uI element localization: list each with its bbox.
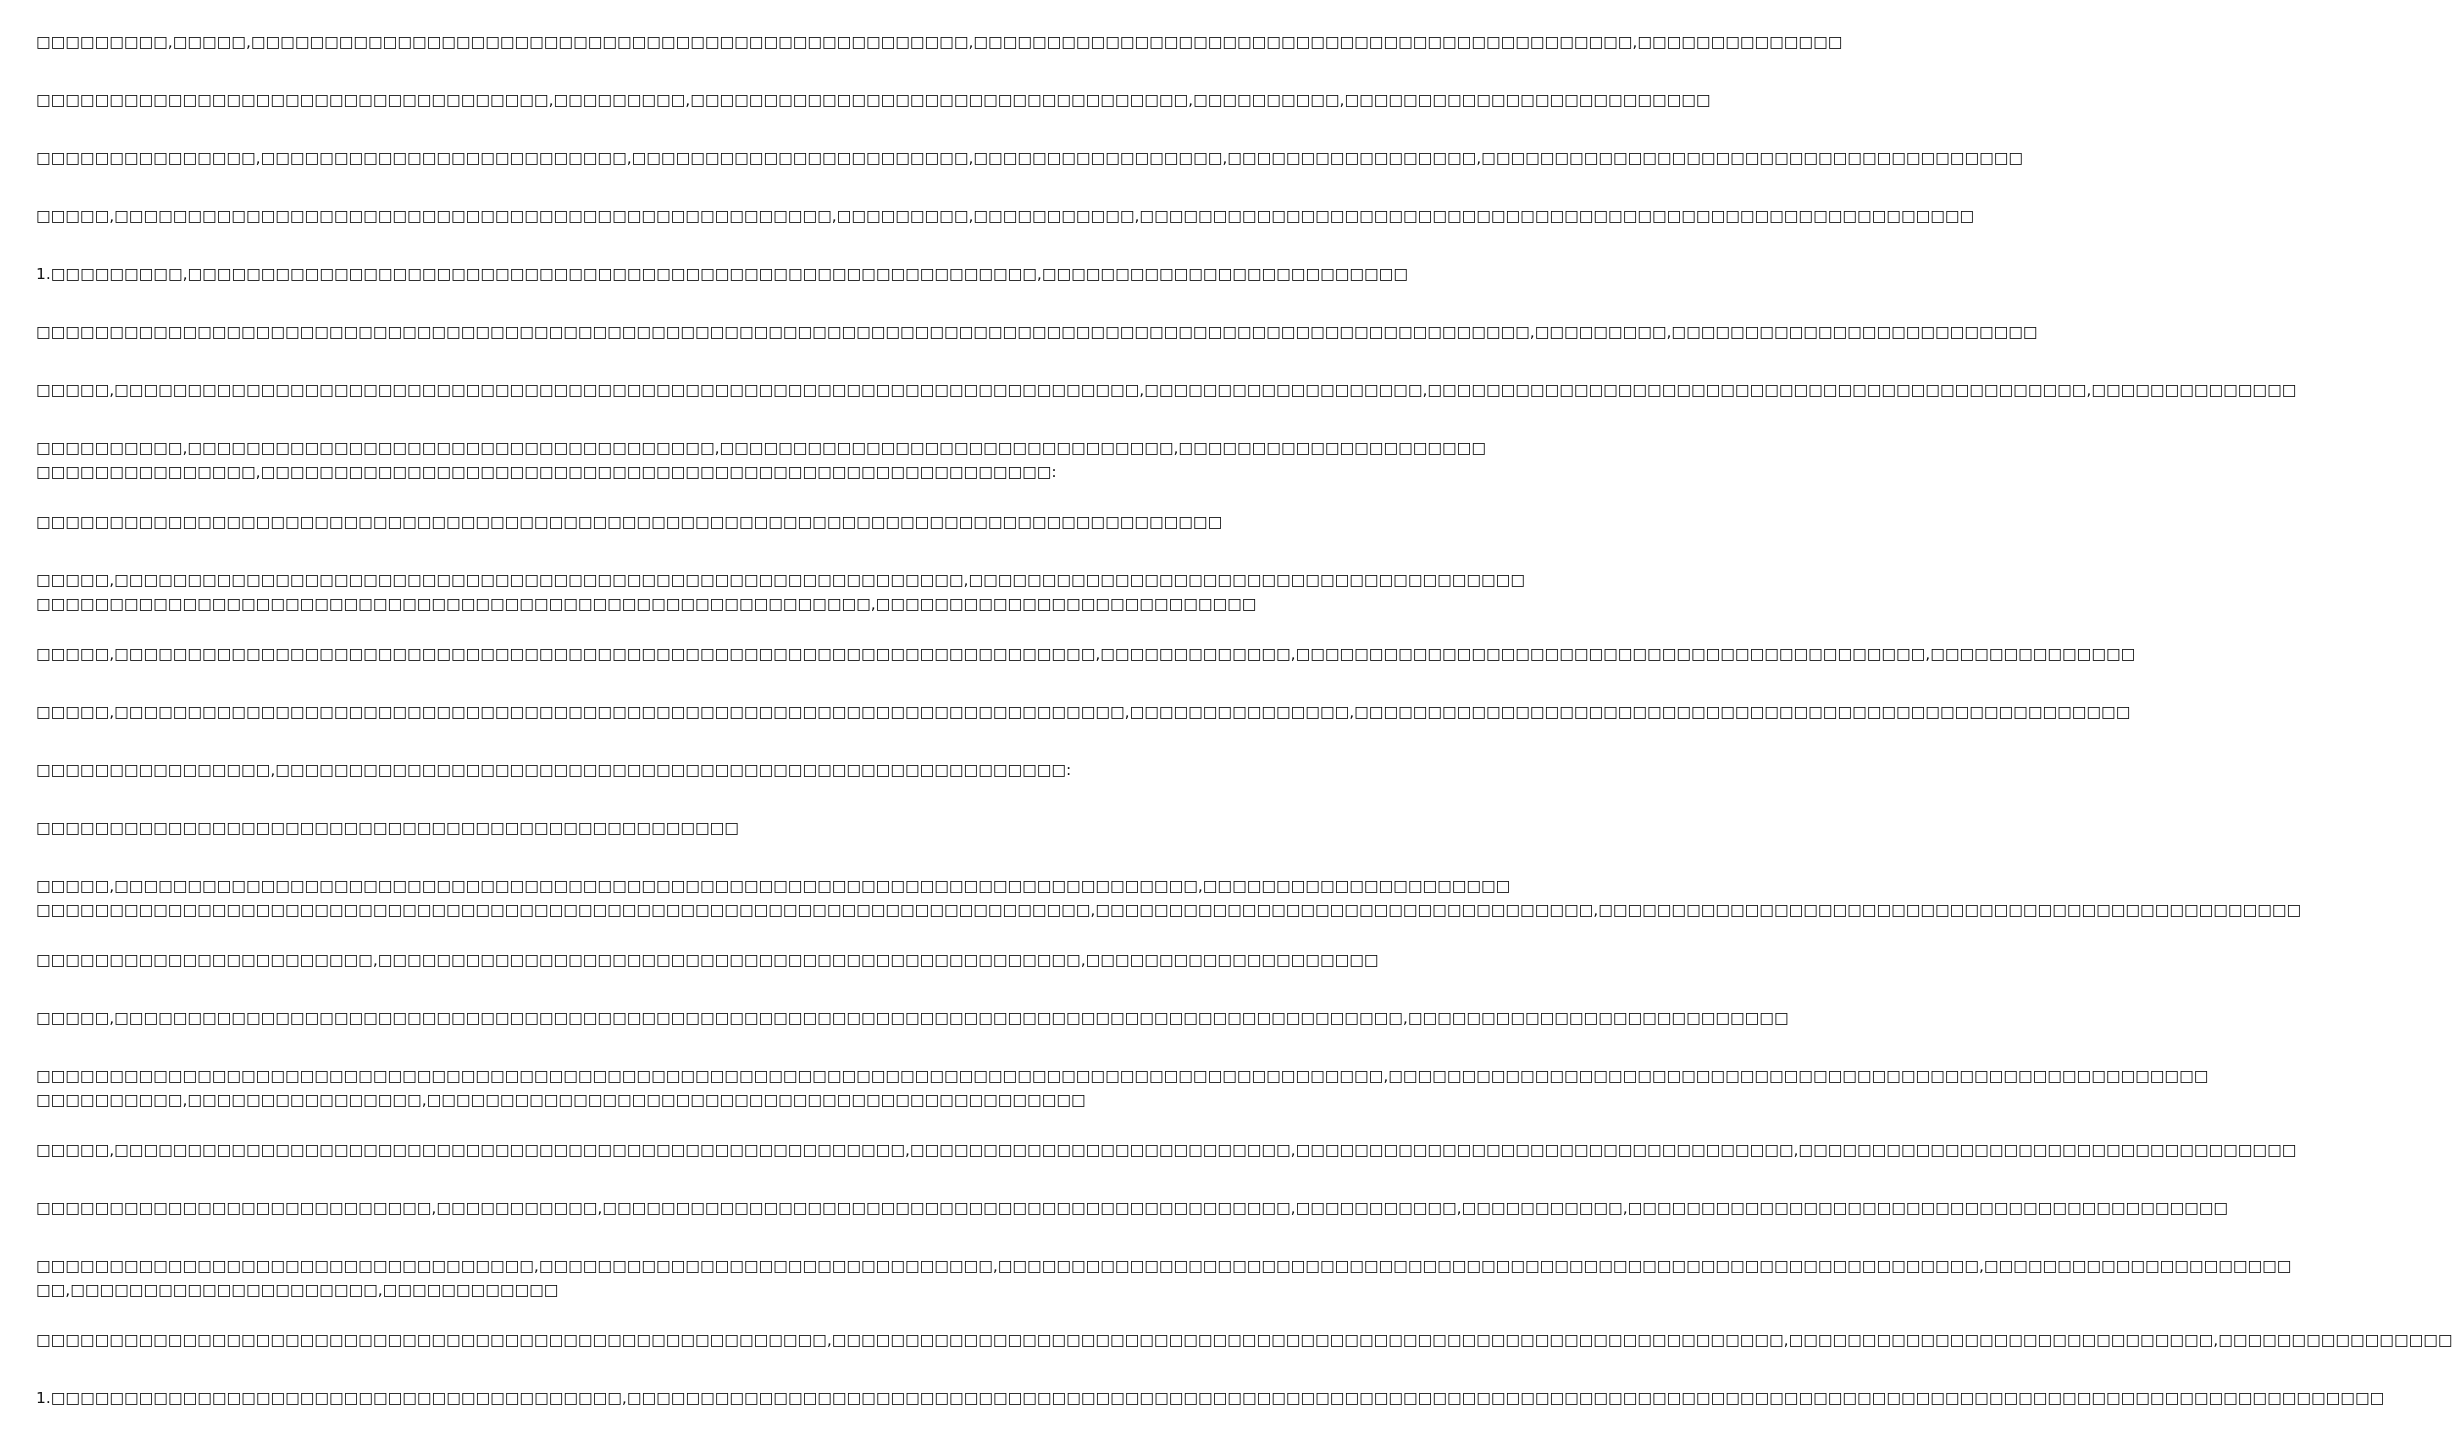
text-line: □□□□□,□□□□□□□□□□□□□□□□□□□□□□□□□□□□□□□□□□□□□□□□□□□□□□□□□□□□□□□□□□□□□□□□□□□□□□,□□□□□□□□□□□□□□□□□□□,□□□□□□□□□□□□□□□□□□□□□□□□□□□□□□□□□□□□□□□□□□□□□,□□□□□□□□□□□□□□	[36, 381, 2297, 399]
paragraph	[36, 700, 2131, 724]
text-line: □□□□□□□□□□□□□□□□□□□□□□□□□□□□□□□□□□□□□□□□□□□□□□□□□□□□□□□□□□□□□□□□□□□□□□□□□□□□□□□□□□□□□□□□□□□□,□□□□□□□□□□□□□□□□□□□□□□□□□□□□□□□□□□□□□□□□□□□□□□□□□□□□□□□□	[36, 1067, 2209, 1085]
text-line: □□□□□□□□□□□□□□□□□□□□□□□□□□□□□□□□□□□□□□□□□□□□□□□□□□□□□□□□□,□□□□□□□□□□□□□□□□□□□□□□□□□□	[36, 595, 1257, 613]
text-line: □□□□□□□□□□□□□□□□,□□□□□□□□□□□□□□□□□□□□□□□□□□□□□□□□□□□□□□□□□□□□□□□□□□□□□□:	[36, 761, 1072, 779]
paragraph	[36, 378, 2297, 402]
text-line: □□□□□,□□□□□□□□□□□□□□□□□□□□□□□□□□□□□□□□□□□□□□□□□□□□□□□□□□□□□□□□□□,□□□□□□□□□□□□□□□□□□□□□□□□□□□□□□□□□□□□□□	[36, 571, 1525, 589]
text-line: □□□□□□□□□□□□□□□,□□□□□□□□□□□□□□□□□□□□□□□□□□□□□□□□□□□□□□□□□□□□□□□□□□□□□□:	[36, 463, 1057, 481]
text-line: □□□□□□□□□□□□□□□□□□□□□□□□□□□□□□□□□□□,□□□□□□□□□,□□□□□□□□□□□□□□□□□□□□□□□□□□□□□□□□□□,□□□□□□□□□□,□□□□□□□□□□□□□□□□□□□□□□□□□	[36, 91, 1711, 109]
paragraph	[36, 568, 1525, 616]
paragraph	[36, 88, 1711, 112]
paragraph	[36, 758, 1072, 782]
paragraph	[36, 1006, 1789, 1030]
text-line: □□□□□□□□□□□□□□□□□□□□□□□□□□□□□□□□□□□□□□□□□□□□□□□□□□□□□□□□□□□□□□□□□□□□□□□□□□□□□□□□□	[36, 513, 1223, 531]
text-line: □□□□□,□□□□□□□□□□□□□□□□□□□□□□□□□□□□□□□□□□□□□□□□□□□□□□□□□□□□□□□□□□□□□□□□□□□,□□□□□□□□□□□□□,□□□□□□□□□□□□□□□□□□□□□□□□□□□□□□□□□□□□□□□□□□□,□□□□□□□□□□□□□□	[36, 645, 2136, 663]
paragraph	[36, 816, 990, 840]
text-line: □□□□□□□□□□□□□□□□□□□□□□□,□□□□□□□□□□□□□□□□□□□□□□□□□□□□□□□□□□□□□□□□□□□□□□□□,□□□□□□□□□□□□□□□□□□□□	[36, 951, 1379, 969]
text-line: □□□□□,□□□□□□□□□□□□□□□□□□□□□□□□□□□□□□□□□□□□□□□□□□□□□□□□□,□□□□□□□□□,□□□□□□□□□□□,□□□□□□□□□□□□□□□□□□□□□□□□□□□□□□□□□□□□□□□□□□□□□□□□□□□□□□□□□	[36, 207, 1975, 225]
paragraph	[36, 30, 1843, 54]
text-line: □□□□□□□□□□,□□□□□□□□□□□□□□□□□□□□□□□□□□□□□□□□□□□□,□□□□□□□□□□□□□□□□□□□□□□□□□□□□□□□,□□□□□□□□□□□□□□□□□□□□□	[36, 439, 1486, 457]
text-line: □□□□□□□□□□□□□□□,□□□□□□□□□□□□□□□□□□□□□□□□□,□□□□□□□□□□□□□□□□□□□□□□□,□□□□□□□□□□□□□□□□□,□□□□□□□□□□□□□□□□□,□□□□□□□□□□□□□□□□□□□□□□□□□□□□□□□□□□□□□	[36, 149, 2024, 167]
text-line: □□□□□□□□□□□□□□□□□□□□□□□□□□□,□□□□□□□□□□□,□□□□□□□□□□□□□□□□□□□□□□□□□□□□□□□□□□□□□□□□□□□□□□□,□□□□□□□□□□□,□□□□□□□□□□□,□□□□□□□□□□□□□□□□□□□□□□□□□□□□□□□□□□□□□□□□□	[36, 1199, 2229, 1217]
text-line: □□□□□,□□□□□□□□□□□□□□□□□□□□□□□□□□□□□□□□□□□□□□□□□□□□□□□□□□□□□□□□□□□□□□□□□□□□□,□□□□□□□□□□□□□□□,□□□□□□□□□□□□□□□□□□□□□□□□□□□□□□□□□□□□□□□□□□□□□□□□□□□□□	[36, 703, 2131, 721]
text-line: 1.□□□□□□□□□□□□□□□□□□□□□□□□□□□□□□□□□□□□□□□,□□□□□□□□□□□□□□□□□□□□□□□□□□□□□□□□□□□□□□□□□□□□□□□□□□□□□□□□□□□□□□□□□□□□□□□□□□□□□□□□□□□□□□□□□□□□□□□□□□□□□□□□□□□□□□□□□□□□□□□□	[36, 1389, 2385, 1407]
text-line: □□□□□□□□□□□□□□□□□□□□□□□□□□□□□□□□□□□□□□□□□□□□□□□□	[36, 819, 739, 837]
text-line: □□□□□□□□□□□□□□□□□□□□□□□□□□□□□□□□□□,□□□□□□□□□□□□□□□□□□□□□□□□□□□□□□□,□□□□□□□□□□□□□□□□□□□□□□□□□□□□□□□□□□□□□□□□□□□□□□□□□□□□□□□□□□□□□□□□□□□,□□□□□□□□□□□□□□□□□□□□□	[36, 1257, 2292, 1275]
paragraph	[36, 948, 1379, 972]
paragraph	[36, 874, 2302, 922]
paragraph	[36, 642, 2136, 666]
paragraph	[36, 1254, 2292, 1302]
paragraph	[36, 1196, 2229, 1220]
paragraph	[36, 320, 2038, 344]
text-line: □□□□□□□□□,□□□□□,□□□□□□□□□□□□□□□□□□□□□□□□□□□□□□□□□□□□□□□□□□□□□□□□□,□□□□□□□□□□□□□□□□□□□□□□□□□□□□□□□□□□□□□□□□□□□□□,□□□□□□□□□□□□□□	[36, 33, 1843, 51]
paragraph	[36, 510, 1223, 534]
text-line: □□□□□,□□□□□□□□□□□□□□□□□□□□□□□□□□□□□□□□□□□□□□□□□□□□□□□□□□□□□□□□□□□□□□□□□□□□□□□□□□□□□□□□□□□□□□□□,□□□□□□□□□□□□□□□□□□□□□□□□□□	[36, 1009, 1789, 1027]
text-line: □□,□□□□□□□□□□□□□□□□□□□□□,□□□□□□□□□□□□	[36, 1281, 559, 1299]
paragraph	[36, 1328, 2453, 1352]
text-line: □□□□□□□□□□□□□□□□□□□□□□□□□□□□□□□□□□□□□□□□□□□□□□□□□□□□□□,□□□□□□□□□□□□□□□□□□□□□□□□□□□□□□□□□□□□□□□□□□□□□□□□□□□□□□□□□□□□□□□□□,□□□□□□□□□□□□□□□□□□□□□□□□□□□□□,□□□□□□□□□□□□□□□□	[36, 1331, 2453, 1349]
document-page	[36, 30, 2453, 1444]
text-line: □□□□□□□□□□,□□□□□□□□□□□□□□□□,□□□□□□□□□□□□□□□□□□□□□□□□□□□□□□□□□□□□□□□□□□□□□	[36, 1091, 1086, 1109]
paragraph	[36, 146, 2024, 170]
paragraph	[36, 436, 1486, 484]
paragraph	[36, 1138, 2297, 1162]
paragraph	[36, 1064, 2209, 1112]
text-line: 1.□□□□□□□□□,□□□□□□□□□□□□□□□□□□□□□□□□□□□□□□□□□□□□□□□□□□□□□□□□□□□□□□□□□□,□□□□□□□□□□□□□□□□□□□□□□□□□	[36, 265, 1408, 283]
paragraph	[36, 1386, 2385, 1410]
text-line: □□□□□,□□□□□□□□□□□□□□□□□□□□□□□□□□□□□□□□□□□□□□□□□□□□□□□□□□□□□□□□□□□□□□□□□□□□□□□□□□,□□□□□□□□□□□□□□□□□□□□□	[36, 877, 1511, 895]
text-line: □□□□□,□□□□□□□□□□□□□□□□□□□□□□□□□□□□□□□□□□□□□□□□□□□□□□□□□□□□□□,□□□□□□□□□□□□□□□□□□□□□□□□□□,□□□□□□□□□□□□□□□□□□□□□□□□□□□□□□□□□□,□□□□□□□□□□□□□□□□□□□□□□□□□□□□□□□□□□	[36, 1141, 2297, 1159]
text-line: □□□□□□□□□□□□□□□□□□□□□□□□□□□□□□□□□□□□□□□□□□□□□□□□□□□□□□□□□□□□□□□□□□□□□□□□□□□□□□□□□□□□□□□□□□□□□□□□□□□□□□,□□□□□□□□□,□□□□□□□□□□□□□□□□□□□□□□□□□	[36, 323, 2038, 341]
paragraph	[36, 262, 1408, 286]
paragraph	[36, 204, 1975, 228]
text-line: □□□□□□□□□□□□□□□□□□□□□□□□□□□□□□□□□□□□□□□□□□□□□□□□□□□□□□□□□□□□□□□□□□□□□□□□,□□□□□□□□□□□□□□□□□□□□□□□□□□□□□□□□□□,□□□□□□□□□□□□□□□□□□□□□□□□□□□□□□□□□□□□□□□□□□□□□□□□	[36, 901, 2302, 919]
